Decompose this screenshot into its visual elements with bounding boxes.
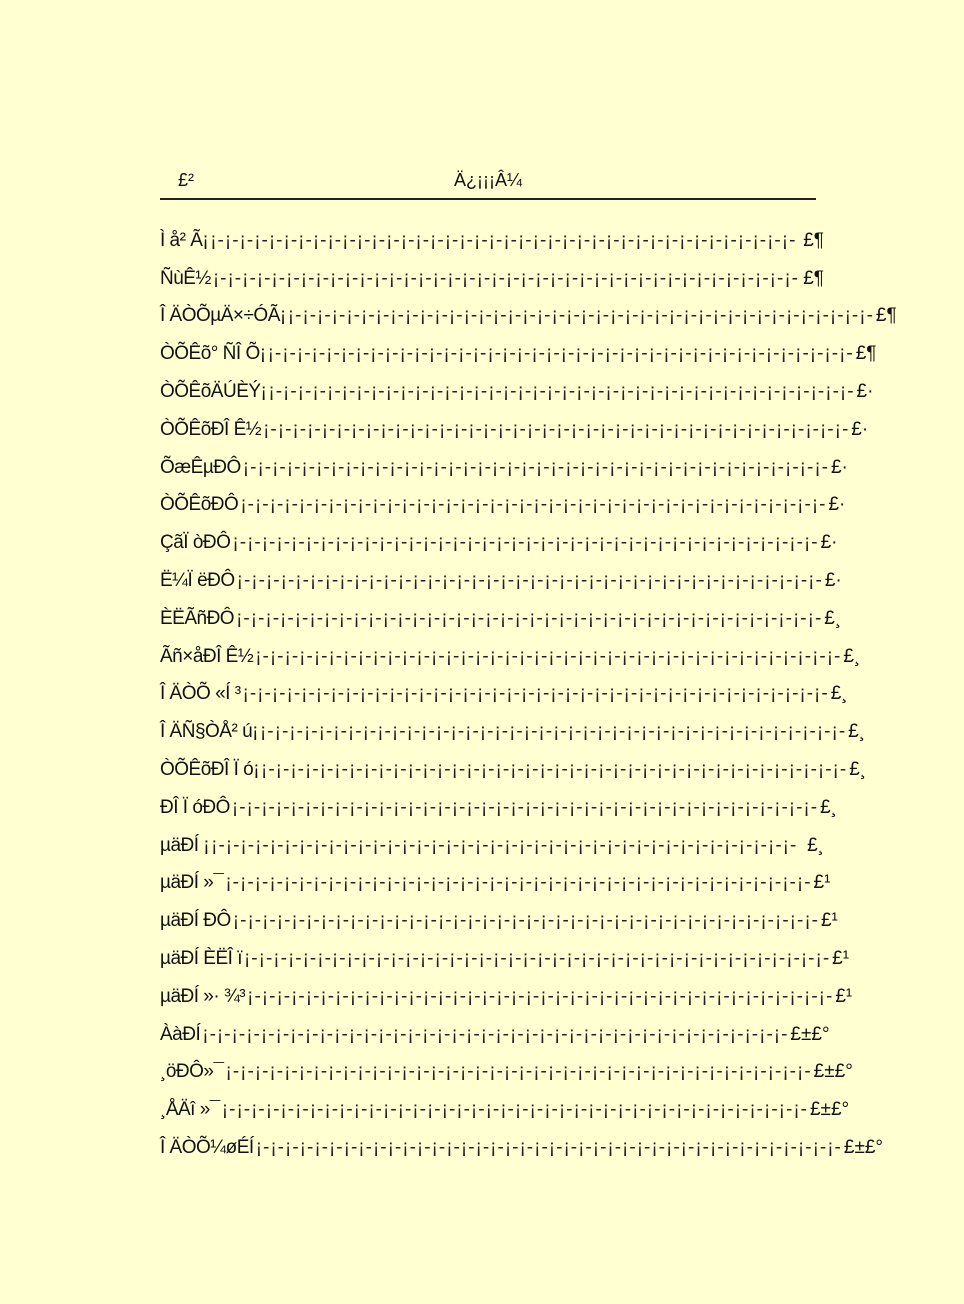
toc-entry[interactable] xyxy=(160,713,866,751)
toc-entry-title: ÈËÃñÐÔ xyxy=(160,607,235,629)
toc-leader-dots: ¡-¡-¡-¡-¡-¡-¡-¡-¡-¡-¡-¡-¡-¡-¡-¡-¡-¡-¡-¡-¡-¡-¡-¡-¡-¡-¡-¡-¡-¡-¡-¡-¡-¡-¡-¡-¡-¡-¡-¡- xyxy=(221,1099,808,1121)
toc-entry-page-number: £¸ xyxy=(830,683,848,705)
toc-entry[interactable] xyxy=(160,865,831,903)
toc-entry[interactable] xyxy=(160,487,846,525)
toc-entry-title: ÑùÊ½ xyxy=(160,267,211,289)
toc-entry[interactable] xyxy=(160,1054,853,1092)
toc-leader-dots: ¡-¡-¡-¡-¡-¡-¡-¡-¡-¡-¡-¡-¡-¡-¡-¡-¡-¡-¡-¡-¡-¡-¡-¡-¡-¡-¡-¡-¡-¡-¡-¡-¡-¡-¡-¡-¡-¡-¡-¡- xyxy=(243,948,831,970)
toc-entry-page-number: £¸ xyxy=(848,721,866,743)
toc-entry-title: µäÐÍ »· ¾³ xyxy=(160,985,246,1007)
toc-entry-page-number: £¶ xyxy=(803,267,824,289)
toc-entry[interactable] xyxy=(160,600,842,638)
toc-entry-title: Î ÄÒÕµÄ×÷ÓÃ¡ xyxy=(160,305,286,327)
toc-leader-dots: ¡-¡-¡-¡-¡-¡-¡-¡-¡-¡-¡-¡-¡-¡-¡-¡-¡-¡-¡-¡-¡-¡-¡-¡-¡-¡-¡-¡-¡-¡-¡-¡-¡-¡-¡-¡-¡-¡-¡-¡- xyxy=(255,1137,842,1159)
toc-entry[interactable] xyxy=(160,411,869,449)
toc-entry-title: ÒÕÊõ° ÑÎ Õ¡ xyxy=(160,343,266,365)
toc-entry-title: ÕæÊµÐÔ xyxy=(160,456,241,478)
toc-leader-dots: ¡-¡-¡-¡-¡-¡-¡-¡-¡-¡-¡-¡-¡-¡-¡-¡-¡-¡-¡-¡-¡-¡-¡-¡-¡-¡-¡-¡-¡-¡-¡-¡-¡-¡-¡-¡-¡-¡-¡-¡- xyxy=(236,570,823,592)
toc-entry-title: µäÐÍ ¡ xyxy=(160,834,210,856)
toc-leader-dots: ¡-¡-¡-¡-¡-¡-¡-¡-¡-¡-¡-¡-¡-¡-¡-¡-¡-¡-¡-¡-¡-¡-¡-¡-¡-¡-¡-¡-¡-¡-¡-¡-¡-¡-¡-¡-¡-¡-¡-¡- xyxy=(225,1061,812,1083)
toc-leader-dots: ¡-¡-¡-¡-¡-¡-¡-¡-¡-¡-¡-¡-¡-¡-¡-¡-¡-¡-¡-¡-¡-¡-¡-¡-¡-¡-¡-¡-¡-¡-¡-¡-¡-¡-¡-¡-¡-¡-¡-¡- xyxy=(202,1023,789,1045)
page-number: £² xyxy=(178,170,195,190)
toc-leader-dots: ¡-¡-¡-¡-¡-¡-¡-¡-¡-¡-¡-¡-¡-¡-¡-¡-¡-¡-¡-¡-¡-¡-¡-¡-¡-¡-¡-¡-¡-¡-¡-¡-¡-¡-¡-¡-¡-¡-¡-¡- xyxy=(240,494,827,516)
toc-entry-title: ÒÕÊõÐÎ Ê½ xyxy=(160,418,262,440)
toc-leader-dots: ¡-¡-¡-¡-¡-¡-¡-¡-¡-¡-¡-¡-¡-¡-¡-¡-¡-¡-¡-¡-¡-¡-¡-¡-¡-¡-¡-¡-¡-¡-¡-¡-¡-¡-¡-¡-¡-¡-¡-¡- xyxy=(231,796,819,818)
toc-entry-page-number: £· xyxy=(830,456,848,478)
toc-leader-dots: ¡-¡-¡-¡-¡-¡-¡-¡-¡-¡-¡-¡-¡-¡-¡-¡-¡-¡-¡-¡-¡-¡-¡-¡-¡-¡-¡-¡-¡-¡-¡-¡-¡-¡-¡-¡-¡-¡-¡-¡- xyxy=(261,759,848,781)
toc-entry[interactable] xyxy=(160,1016,830,1054)
toc-entry[interactable] xyxy=(160,751,867,789)
toc-entry[interactable] xyxy=(160,789,837,827)
toc-entry[interactable] xyxy=(160,1129,884,1167)
toc-entry-page-number: £· xyxy=(824,570,842,592)
toc-leader-dots: ¡-¡-¡-¡-¡-¡-¡-¡-¡-¡-¡-¡-¡-¡-¡-¡-¡-¡-¡-¡-¡-¡-¡-¡-¡-¡-¡-¡-¡-¡-¡-¡-¡-¡-¡-¡-¡-¡-¡-¡- xyxy=(232,532,819,554)
toc-leader-dots: ¡-¡-¡-¡-¡-¡-¡-¡-¡-¡-¡-¡-¡-¡-¡-¡-¡-¡-¡-¡-¡-¡-¡-¡-¡-¡-¡-¡-¡-¡-¡-¡-¡-¡-¡-¡-¡-¡-¡-¡- xyxy=(268,381,855,403)
toc-leader-dots: ¡-¡-¡-¡-¡-¡-¡-¡-¡-¡-¡-¡-¡-¡-¡-¡-¡-¡-¡-¡-¡-¡-¡-¡-¡-¡-¡-¡-¡-¡-¡-¡-¡-¡-¡-¡-¡-¡-¡-¡- xyxy=(255,645,842,667)
toc-entry-page-number: £±£° xyxy=(813,1061,853,1083)
toc-entry[interactable] xyxy=(160,449,848,487)
toc-entry-page-number: £±£° xyxy=(843,1137,884,1159)
toc-entry-page-number: £¶ xyxy=(803,229,824,251)
toc-entry[interactable] xyxy=(160,222,824,260)
toc-leader-dots: ¡-¡-¡-¡-¡-¡-¡-¡-¡-¡-¡-¡-¡-¡-¡-¡-¡-¡-¡-¡-¡-¡-¡-¡-¡-¡-¡-¡-¡-¡-¡-¡-¡-¡-¡-¡-¡-¡-¡-¡- xyxy=(287,305,874,327)
toc-leader-dots: ¡-¡-¡-¡-¡-¡-¡-¡-¡-¡-¡-¡-¡-¡-¡-¡-¡-¡-¡-¡-¡-¡-¡-¡-¡-¡-¡-¡-¡-¡-¡-¡-¡-¡-¡-¡-¡-¡-¡-¡- xyxy=(267,343,854,365)
toc-entry-page-number: £¸ xyxy=(849,759,867,781)
toc-entry-page-number: £±£° xyxy=(790,1023,830,1045)
toc-entry-title: Ì å² Ã¡ xyxy=(160,229,209,251)
toc-entry[interactable] xyxy=(160,978,853,1016)
toc-entry-page-number: £¸ xyxy=(820,796,837,818)
toc-leader-dots: ¡-¡-¡-¡-¡-¡-¡-¡-¡-¡-¡-¡-¡-¡-¡-¡-¡-¡-¡-¡-¡-¡-¡-¡-¡-¡-¡-¡-¡-¡-¡-¡-¡-¡-¡-¡-¡-¡-¡-¡- xyxy=(259,721,847,743)
toc-entry[interactable] xyxy=(160,335,877,373)
toc-entry-page-number: £¸ xyxy=(843,645,861,667)
toc-leader-dots: ¡-¡-¡-¡-¡-¡-¡-¡-¡-¡-¡-¡-¡-¡-¡-¡-¡-¡-¡-¡-¡-¡-¡-¡-¡-¡-¡-¡-¡-¡-¡-¡-¡-¡-¡-¡-¡-¡-¡-¡- xyxy=(242,683,829,705)
toc-leader-dots: ¡-¡-¡-¡-¡-¡-¡-¡-¡-¡-¡-¡-¡-¡-¡-¡-¡-¡-¡-¡-¡-¡-¡-¡-¡-¡-¡-¡-¡-¡-¡-¡-¡-¡-¡-¡-¡-¡-¡-¡- xyxy=(247,985,834,1007)
toc-entry[interactable] xyxy=(160,524,838,562)
toc-entry-page-number: £¹ xyxy=(835,985,853,1007)
toc-entry-page-number: £±£° xyxy=(809,1099,850,1121)
toc-entry-page-number: £¸ xyxy=(824,607,842,629)
toc-leader-dots: ¡-¡-¡-¡-¡-¡-¡-¡-¡-¡-¡-¡-¡-¡-¡-¡-¡-¡-¡-¡-¡-¡-¡-¡-¡-¡-¡-¡-¡-¡-¡-¡-¡-¡-¡-¡-¡-¡-¡-¡- xyxy=(212,267,799,289)
toc-entry[interactable] xyxy=(160,1091,850,1129)
toc-entry-title: µäÐÍ »¯ xyxy=(160,872,224,894)
toc-entry-title: Î ÄÒÕ¼øÉÍ xyxy=(160,1137,254,1159)
toc-entry-page-number: £¹ xyxy=(813,872,831,894)
toc-entry-page-number: £¶ xyxy=(875,305,897,327)
toc-entry-page-number: £· xyxy=(851,418,869,440)
toc-entry-title: ¸ÅÄî »¯ xyxy=(160,1099,220,1121)
toc-leader-dots: ¡-¡-¡-¡-¡-¡-¡-¡-¡-¡-¡-¡-¡-¡-¡-¡-¡-¡-¡-¡-¡-¡-¡-¡-¡-¡-¡-¡-¡-¡-¡-¡-¡-¡-¡-¡-¡-¡-¡-¡- xyxy=(242,456,829,478)
toc-entry-title: Î ÄÑ§ÒÅ² ú¡ xyxy=(160,721,258,743)
toc-leader-dots: ¡-¡-¡-¡-¡-¡-¡-¡-¡-¡-¡-¡-¡-¡-¡-¡-¡-¡-¡-¡-¡-¡-¡-¡-¡-¡-¡-¡-¡-¡-¡-¡-¡-¡-¡-¡-¡-¡-¡-¡- xyxy=(225,872,812,894)
toc-leader-dots: ¡-¡-¡-¡-¡-¡-¡-¡-¡-¡-¡-¡-¡-¡-¡-¡-¡-¡-¡-¡-¡-¡-¡-¡-¡-¡-¡-¡-¡-¡-¡-¡-¡-¡-¡-¡-¡-¡-¡-¡- xyxy=(210,229,797,251)
toc-entry-title: ÒÕÊõÄÚÈÝ¡ xyxy=(160,381,267,403)
toc-entry-page-number: £¸ xyxy=(807,834,824,856)
toc-leader-dots: ¡-¡-¡-¡-¡-¡-¡-¡-¡-¡-¡-¡-¡-¡-¡-¡-¡-¡-¡-¡-¡-¡-¡-¡-¡-¡-¡-¡-¡-¡-¡-¡-¡-¡-¡-¡-¡-¡-¡-¡- xyxy=(232,910,819,932)
toc-entry-title: Î ÄÒÕ «Í ³ xyxy=(160,683,241,705)
toc-leader-dots: ¡-¡-¡-¡-¡-¡-¡-¡-¡-¡-¡-¡-¡-¡-¡-¡-¡-¡-¡-¡-¡-¡-¡-¡-¡-¡-¡-¡-¡-¡-¡-¡-¡-¡-¡-¡-¡-¡-¡-¡- xyxy=(211,834,798,856)
toc-leader-dots: ¡-¡-¡-¡-¡-¡-¡-¡-¡-¡-¡-¡-¡-¡-¡-¡-¡-¡-¡-¡-¡-¡-¡-¡-¡-¡-¡-¡-¡-¡-¡-¡-¡-¡-¡-¡-¡-¡-¡-¡- xyxy=(236,607,823,629)
toc-entry[interactable] xyxy=(160,260,824,298)
toc-entry-title: ÒÕÊõÐÎ Ï ó¡ xyxy=(160,759,260,781)
toc-entry-page-number: £¶ xyxy=(855,343,877,365)
toc-entry[interactable] xyxy=(160,676,848,714)
toc-entry-title: ÀàÐÍ xyxy=(160,1023,201,1045)
table-of-contents xyxy=(160,222,897,1167)
toc-entry-page-number: £· xyxy=(820,532,838,554)
toc-entry[interactable] xyxy=(160,373,874,411)
toc-entry[interactable] xyxy=(160,638,861,676)
toc-entry-title: µäÐÍ ÈËÎ ï xyxy=(160,948,242,970)
toc-entry-page-number: £¹ xyxy=(820,910,838,932)
toc-entry-page-number: £· xyxy=(828,494,846,516)
toc-entry-page-number: £· xyxy=(856,381,874,403)
toc-entry[interactable] xyxy=(160,902,838,940)
toc-entry-page-number: £¹ xyxy=(832,948,850,970)
toc-entry-title: ¸öÐÔ»¯ xyxy=(160,1061,224,1083)
toc-entry[interactable] xyxy=(160,562,842,600)
toc-leader-dots: ¡-¡-¡-¡-¡-¡-¡-¡-¡-¡-¡-¡-¡-¡-¡-¡-¡-¡-¡-¡-¡-¡-¡-¡-¡-¡-¡-¡-¡-¡-¡-¡-¡-¡-¡-¡-¡-¡-¡-¡- xyxy=(263,418,850,440)
toc-entry-title: ÐÎ Ï óÐÔ xyxy=(160,796,230,818)
toc-entry-title: Ë¼Ï ëÐÔ xyxy=(160,570,235,592)
page-header xyxy=(160,164,816,200)
toc-entry[interactable] xyxy=(160,827,824,865)
toc-entry[interactable] xyxy=(160,298,897,336)
header-title: Ä¿¡¡¡Â¼ xyxy=(453,170,522,190)
toc-entry-title: ÒÕÊõÐÔ xyxy=(160,494,239,516)
toc-entry-title: ÇãÏ òÐÔ xyxy=(160,532,231,554)
toc-entry-title: Ãñ×åÐÎ Ê½ xyxy=(160,645,254,667)
toc-entry[interactable] xyxy=(160,940,850,978)
toc-entry-title: µäÐÍ ÐÔ xyxy=(160,910,231,932)
